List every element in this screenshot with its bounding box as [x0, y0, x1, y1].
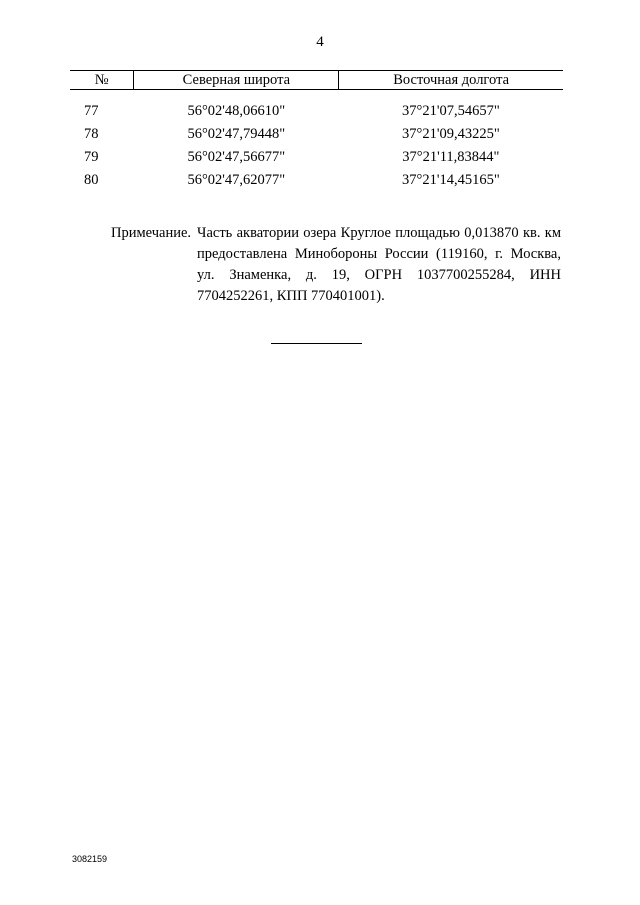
note-block: [111, 223, 561, 307]
table-spacer: [70, 90, 563, 101]
header-number: №: [70, 71, 134, 90]
divider-line: [271, 343, 362, 344]
row-number: 79: [84, 149, 99, 165]
row-longitude: 37°21'14,45165": [402, 172, 500, 188]
row-number: 78: [84, 126, 99, 142]
row-latitude: 56°02'47,56677": [187, 149, 286, 165]
coordinates-table: [70, 70, 563, 192]
header-longitude: Восточная долгота: [339, 71, 563, 90]
note-label: Примечание.: [111, 225, 192, 241]
row-latitude: 56°02'48,06610": [187, 103, 286, 119]
header-latitude: Северная широта: [134, 71, 339, 90]
table-header-row: [70, 71, 563, 90]
row-latitude: 56°02'47,62077": [187, 172, 286, 188]
table-row: [70, 146, 563, 169]
page-number: 4: [316, 34, 324, 50]
table-row: [70, 123, 563, 146]
row-number: 80: [84, 172, 99, 188]
row-longitude: 37°21'09,43225": [402, 126, 500, 142]
table-row: [70, 100, 563, 123]
row-longitude: 37°21'11,83844": [402, 149, 500, 165]
table-row: [70, 169, 563, 192]
row-longitude: 37°21'07,54657": [402, 103, 500, 119]
document-code: 3082159: [72, 854, 108, 864]
note-text: Часть акватории озера Круглое площадью 0,013870 кв. км предоставлена Минобороны России (119160, г. Москва, ул. Знаменка, д. 19, ОГРН 1037700255284, ИНН 7704252261, КПП 770401001).: [197, 225, 561, 304]
row-number: 77: [84, 103, 99, 119]
row-latitude: 56°02'47,79448": [187, 126, 286, 142]
